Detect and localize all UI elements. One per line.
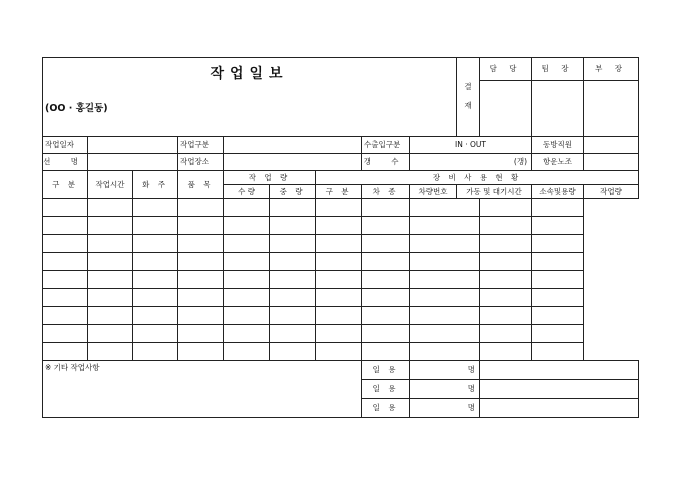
table-cell[interactable] <box>532 271 584 289</box>
table-cell[interactable] <box>178 217 224 235</box>
table-cell[interactable] <box>224 343 270 361</box>
table-cell[interactable] <box>410 253 480 271</box>
table-cell[interactable] <box>133 343 178 361</box>
table-cell[interactable] <box>178 307 224 325</box>
vessel-field[interactable] <box>88 154 178 171</box>
table-cell[interactable] <box>410 235 480 253</box>
approval-label <box>457 58 480 137</box>
table-cell[interactable] <box>480 289 532 307</box>
approval-role-director: 부 장 <box>584 58 639 81</box>
table-cell[interactable] <box>43 307 88 325</box>
vessel-label: 선 명 <box>43 154 88 171</box>
table-cell[interactable] <box>133 217 178 235</box>
work-type-label: 작업구분 <box>178 137 224 154</box>
table-cell[interactable] <box>224 289 270 307</box>
other-work-notes-label: ※ 기타 작업사항 <box>45 363 100 372</box>
col-work-amount: 작 업 량 <box>224 171 316 185</box>
table-row <box>43 325 639 343</box>
table-cell[interactable] <box>224 235 270 253</box>
table-cell[interactable] <box>532 289 584 307</box>
union-label: 항운노조 <box>532 154 584 171</box>
col-work-load: 작업량 <box>584 185 639 199</box>
col-quantity: 수 량 <box>224 185 270 199</box>
table-cell[interactable] <box>480 217 532 235</box>
table-cell[interactable] <box>178 235 224 253</box>
table-cell[interactable] <box>362 271 410 289</box>
daily-worker-unit-3[interactable]: 명 <box>410 399 480 418</box>
approval-role-manager: 담 당 <box>480 58 532 81</box>
union-field[interactable] <box>584 154 639 171</box>
table-cell[interactable] <box>88 217 133 235</box>
col-equipment-usage: 장 비 사 용 현 황 <box>316 171 639 185</box>
table-cell[interactable] <box>270 289 316 307</box>
table-cell[interactable] <box>270 199 316 217</box>
data-rows <box>43 199 639 361</box>
table-cell[interactable] <box>410 325 480 343</box>
daily-worker-label-1: 일 용 <box>362 361 410 380</box>
table-cell[interactable] <box>316 199 362 217</box>
title-area <box>43 58 457 137</box>
table-cell[interactable] <box>410 343 480 361</box>
table-cell[interactable] <box>43 271 88 289</box>
table-cell[interactable] <box>316 289 362 307</box>
table-cell[interactable] <box>88 325 133 343</box>
table-row <box>43 271 639 289</box>
escort-label: 동방직원 <box>532 137 584 154</box>
table-cell[interactable] <box>362 325 410 343</box>
col-work-time: 작업시간 <box>88 171 133 199</box>
table-cell[interactable] <box>178 253 224 271</box>
col-category: 구 분 <box>43 171 88 199</box>
work-place-label: 작업장소 <box>178 154 224 171</box>
table-row <box>43 235 639 253</box>
work-report-sheet <box>42 57 638 418</box>
table-cell[interactable] <box>532 325 584 343</box>
table-cell[interactable] <box>224 271 270 289</box>
table-cell[interactable] <box>133 325 178 343</box>
table-cell[interactable] <box>43 325 88 343</box>
approval-role-team-lead: 팀 장 <box>532 58 584 81</box>
table-cell[interactable] <box>316 235 362 253</box>
table-row <box>43 343 639 361</box>
in-out-value[interactable]: IN · OUT <box>410 137 532 154</box>
approval-gyeol: 결 <box>464 82 472 92</box>
table-cell[interactable] <box>362 217 410 235</box>
work-type-field[interactable] <box>224 137 362 154</box>
table-row <box>43 307 639 325</box>
table-cell[interactable] <box>532 199 584 217</box>
table-cell[interactable] <box>362 307 410 325</box>
daily-worker-unit-1[interactable]: 명 <box>410 361 480 380</box>
daily-worker-extra-1[interactable] <box>480 361 639 380</box>
table-cell[interactable] <box>532 253 584 271</box>
work-date-field[interactable] <box>88 137 178 154</box>
col-vehicle-type: 차 종 <box>362 185 410 199</box>
table-cell[interactable] <box>133 235 178 253</box>
table-cell[interactable] <box>316 253 362 271</box>
table-cell[interactable] <box>532 217 584 235</box>
daily-worker-unit-2[interactable]: 명 <box>410 380 480 399</box>
table-cell[interactable] <box>532 343 584 361</box>
table-cell[interactable] <box>43 235 88 253</box>
table-row <box>43 199 639 217</box>
escort-field[interactable] <box>584 137 639 154</box>
table-cell[interactable] <box>224 253 270 271</box>
table-cell[interactable] <box>362 343 410 361</box>
daily-worker-extra-3[interactable] <box>480 399 639 418</box>
table-cell[interactable] <box>88 343 133 361</box>
hatch-label: 갱 수 <box>362 154 410 171</box>
table-cell[interactable] <box>270 343 316 361</box>
table-cell[interactable] <box>480 253 532 271</box>
table-cell[interactable] <box>362 199 410 217</box>
table-cell[interactable] <box>133 307 178 325</box>
table-cell[interactable] <box>133 199 178 217</box>
daily-worker-label-3: 일 용 <box>362 399 410 418</box>
signature-box-team-lead[interactable] <box>532 81 584 137</box>
table-cell[interactable] <box>410 307 480 325</box>
table-cell[interactable] <box>316 325 362 343</box>
table-cell[interactable] <box>480 325 532 343</box>
table-cell[interactable] <box>532 307 584 325</box>
table-cell[interactable] <box>133 253 178 271</box>
hatch-unit[interactable]: (갱) <box>410 154 532 171</box>
table-cell[interactable] <box>224 307 270 325</box>
table-cell[interactable] <box>480 343 532 361</box>
table-cell[interactable] <box>224 325 270 343</box>
table-cell[interactable] <box>270 253 316 271</box>
table-cell[interactable] <box>133 271 178 289</box>
table-row <box>43 217 639 235</box>
table-cell[interactable] <box>178 199 224 217</box>
table-cell[interactable] <box>270 307 316 325</box>
table-cell[interactable] <box>480 199 532 217</box>
table-cell[interactable] <box>88 307 133 325</box>
signature-box-manager[interactable] <box>480 81 532 137</box>
col-operation-wait: 가동 및 대기시간 <box>457 185 532 199</box>
col-weight: 중 량 <box>270 185 316 199</box>
col-equip-category: 구 분 <box>316 185 362 199</box>
table-cell[interactable] <box>480 271 532 289</box>
other-work-notes[interactable] <box>43 361 362 418</box>
table-cell[interactable] <box>88 271 133 289</box>
table-cell[interactable] <box>362 235 410 253</box>
table-cell[interactable] <box>43 343 88 361</box>
table-cell[interactable] <box>410 199 480 217</box>
work-date-label: 작업일자 <box>43 137 88 154</box>
table-cell[interactable] <box>410 289 480 307</box>
table-cell[interactable] <box>178 325 224 343</box>
table-cell[interactable] <box>43 253 88 271</box>
table-cell[interactable] <box>362 253 410 271</box>
table-cell[interactable] <box>480 235 532 253</box>
daily-worker-label-2: 일 용 <box>362 380 410 399</box>
work-place-field[interactable] <box>224 154 362 171</box>
table-cell[interactable] <box>480 307 532 325</box>
table-cell[interactable] <box>410 217 480 235</box>
table-cell[interactable] <box>410 271 480 289</box>
table-cell[interactable] <box>88 289 133 307</box>
table-cell[interactable] <box>43 289 88 307</box>
col-vehicle-no: 차량번호 <box>410 185 457 199</box>
col-fuel-usage: 소속및용량 <box>532 185 584 199</box>
table-cell[interactable] <box>270 235 316 253</box>
table-cell[interactable] <box>270 325 316 343</box>
table-cell[interactable] <box>43 217 88 235</box>
approval-jae: 재 <box>464 101 472 110</box>
table-cell[interactable] <box>88 253 133 271</box>
table-cell[interactable] <box>316 343 362 361</box>
table-cell[interactable] <box>532 235 584 253</box>
daily-worker-extra-2[interactable] <box>480 380 639 399</box>
table-cell[interactable] <box>270 217 316 235</box>
table-cell[interactable] <box>178 289 224 307</box>
table-cell[interactable] <box>178 343 224 361</box>
table-cell[interactable] <box>270 271 316 289</box>
signature-box-director[interactable] <box>584 81 639 137</box>
table-cell[interactable] <box>362 289 410 307</box>
document-title: 작업일보 <box>210 66 289 82</box>
table-cell[interactable] <box>43 199 88 217</box>
table-row <box>43 289 639 307</box>
table-cell[interactable] <box>224 199 270 217</box>
table-cell[interactable] <box>316 307 362 325</box>
col-item: 품 목 <box>178 171 224 199</box>
work-report-table <box>42 57 639 418</box>
table-row <box>43 253 639 271</box>
table-cell[interactable] <box>316 217 362 235</box>
table-cell[interactable] <box>316 271 362 289</box>
import-export-label: 수출입구분 <box>362 137 410 154</box>
table-cell[interactable] <box>178 271 224 289</box>
table-cell[interactable] <box>224 217 270 235</box>
document-subtitle: (OO · 홍길동) <box>45 103 108 114</box>
table-cell[interactable] <box>88 199 133 217</box>
table-cell[interactable] <box>133 289 178 307</box>
col-shipper: 화 주 <box>133 171 178 199</box>
table-cell[interactable] <box>88 235 133 253</box>
